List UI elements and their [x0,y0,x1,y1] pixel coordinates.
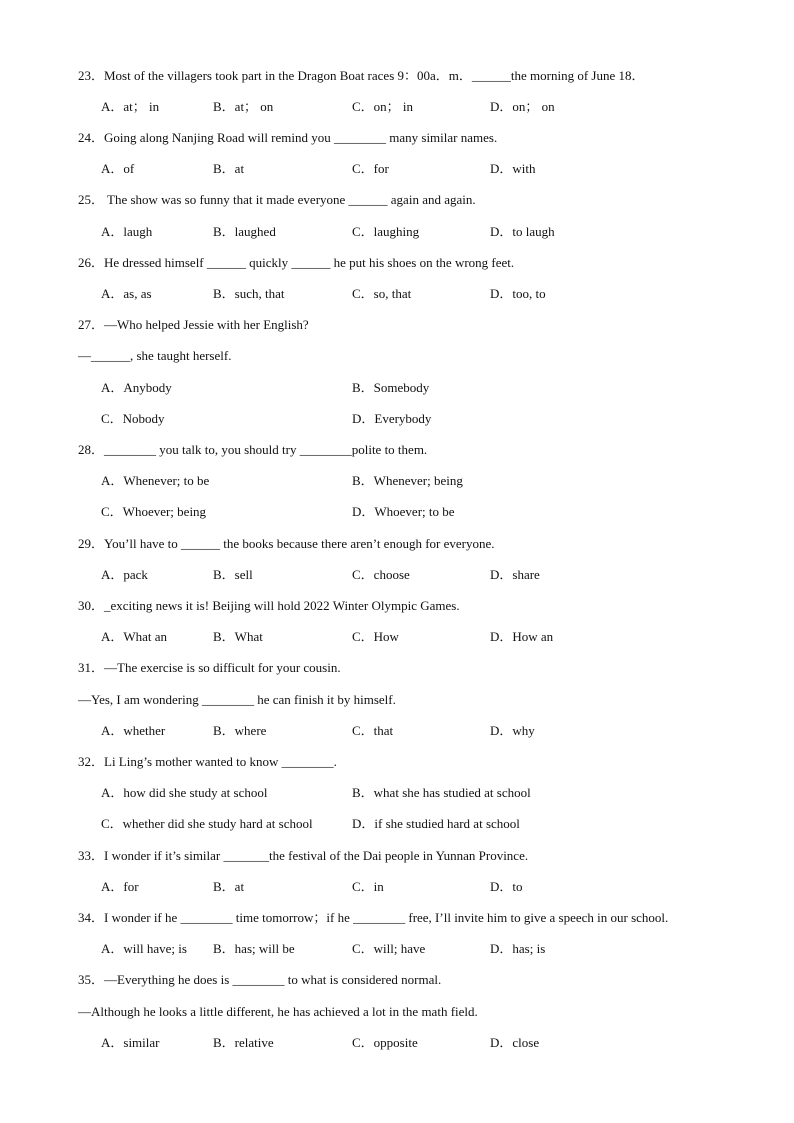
option-b[interactable]: B．laughed [213,224,276,239]
option-d[interactable]: D．why [490,723,535,738]
option-d[interactable]: D．to [490,879,523,894]
option-d[interactable]: D．close [490,1035,540,1050]
question-29-options [101,567,761,583]
option-b[interactable]: B．Whenever; being [352,473,463,488]
option-c[interactable]: C．so, that [352,286,412,301]
option-b[interactable]: B．relative [213,1035,274,1050]
option-c[interactable]: C．on； in [352,99,414,114]
option-c[interactable]: C．laughing [352,224,420,239]
question-23-stem: 23．Most of the villagers took part in the Dragon Boat races 9：00a．m．______the morning of June 18． [78,68,645,83]
question-31-stem: 31．—The exercise is so difficult for your cousin. [78,660,341,675]
question-35-options [101,1035,761,1051]
option-c[interactable]: C．that [352,723,394,738]
option-a[interactable]: A．laugh [101,224,153,239]
option-a[interactable]: A．Anybody [101,380,172,395]
option-b[interactable]: B．sell [213,567,253,582]
question-31-reply: —Yes, I am wondering ________ he can finish it by himself. [78,692,396,707]
option-c[interactable]: C．Whoever; being [101,504,207,519]
option-c[interactable]: C．in [352,879,384,894]
question-35-reply: —Although he looks a little different, he has achieved a lot in the math field. [78,1004,478,1019]
option-b[interactable]: B．where [213,723,267,738]
question-24-options [101,161,761,177]
question-28-options-row1 [101,473,761,489]
question-30-options [101,629,761,645]
option-b[interactable]: B．what she has studied at school [352,785,531,800]
option-b[interactable]: B．at； on [213,99,274,114]
option-d[interactable]: D．has; is [490,941,546,956]
option-a[interactable]: A．of [101,161,135,176]
question-28-stem: 28．________ you talk to, you should try ________polite to them. [78,442,428,457]
question-32-stem: 32．Li Ling’s mother wanted to know ________. [78,754,337,769]
option-a[interactable]: A．whether [101,723,166,738]
question-25-stem: 25． The show was so funny that it made everyone ______ again and again. [78,192,476,207]
question-28-options-row2 [101,504,761,520]
question-30-stem: 30．_exciting news it is! Beijing will hold 2022 Winter Olympic Games. [78,598,460,613]
option-c[interactable]: C．for [352,161,389,176]
option-d[interactable]: D．too, to [490,286,546,301]
question-24-stem: 24．Going along Nanjing Road will remind you ________ many similar names. [78,130,498,145]
question-32-options-row1 [101,785,761,801]
option-a[interactable]: A．similar [101,1035,160,1050]
option-a[interactable]: A．will have; is [101,941,187,956]
option-c[interactable]: C．How [352,629,399,644]
option-d[interactable]: D．How an [490,629,554,644]
question-35-stem: 35．—Everything he does is ________ to what is considered normal. [78,972,442,987]
option-c[interactable]: C．choose [352,567,410,582]
question-34-stem: 34．I wonder if he ________ time tomorrow；if he ________ free, I’ll invite him to give a speech in our school. [78,910,669,925]
question-33-options [101,879,761,895]
option-a[interactable]: A．What an [101,629,168,644]
option-a[interactable]: A．how did she study at school [101,785,268,800]
option-d[interactable]: D．to laugh [490,224,555,239]
option-d[interactable]: D．Everybody [352,411,432,426]
option-d[interactable]: D．share [490,567,540,582]
option-a[interactable]: A．Whenever; to be [101,473,210,488]
question-32-options-row2 [101,816,761,832]
question-29-stem: 29．You’ll have to ______ the books because there aren’t enough for everyone. [78,536,495,551]
question-27-reply: —______, she taught herself. [78,348,232,363]
question-26-options [101,286,761,302]
question-34-options [101,941,761,957]
option-d[interactable]: D．if she studied hard at school [352,816,520,831]
option-b[interactable]: B．Somebody [352,380,430,395]
question-31-options [101,723,761,739]
option-a[interactable]: A．pack [101,567,148,582]
option-a[interactable]: A．for [101,879,139,894]
question-23-options [101,99,761,115]
question-25-options [101,224,761,240]
question-26-stem: 26．He dressed himself ______ quickly ______ he put his shoes on the wrong feet. [78,255,515,270]
option-b[interactable]: B．such, that [213,286,285,301]
option-c[interactable]: C．opposite [352,1035,418,1050]
option-d[interactable]: D．on； on [490,99,555,114]
option-b[interactable]: B．What [213,629,263,644]
option-a[interactable]: A．at； in [101,99,160,114]
question-27-stem: 27．—Who helped Jessie with her English? [78,317,309,332]
question-27-options-row2 [101,411,761,427]
question-27-options-row1 [101,380,761,396]
option-b[interactable]: B．at [213,161,245,176]
option-c[interactable]: C．Nobody [101,411,165,426]
option-d[interactable]: D．with [490,161,536,176]
question-33-stem: 33．I wonder if it’s similar _______the festival of the Dai people in Yunnan Province. [78,848,529,863]
option-b[interactable]: B．at [213,879,245,894]
option-c[interactable]: C．will; have [352,941,426,956]
option-c[interactable]: C．whether did she study hard at school [101,816,313,831]
option-a[interactable]: A．as, as [101,286,152,301]
option-b[interactable]: B．has; will be [213,941,295,956]
option-d[interactable]: D．Whoever; to be [352,504,455,519]
